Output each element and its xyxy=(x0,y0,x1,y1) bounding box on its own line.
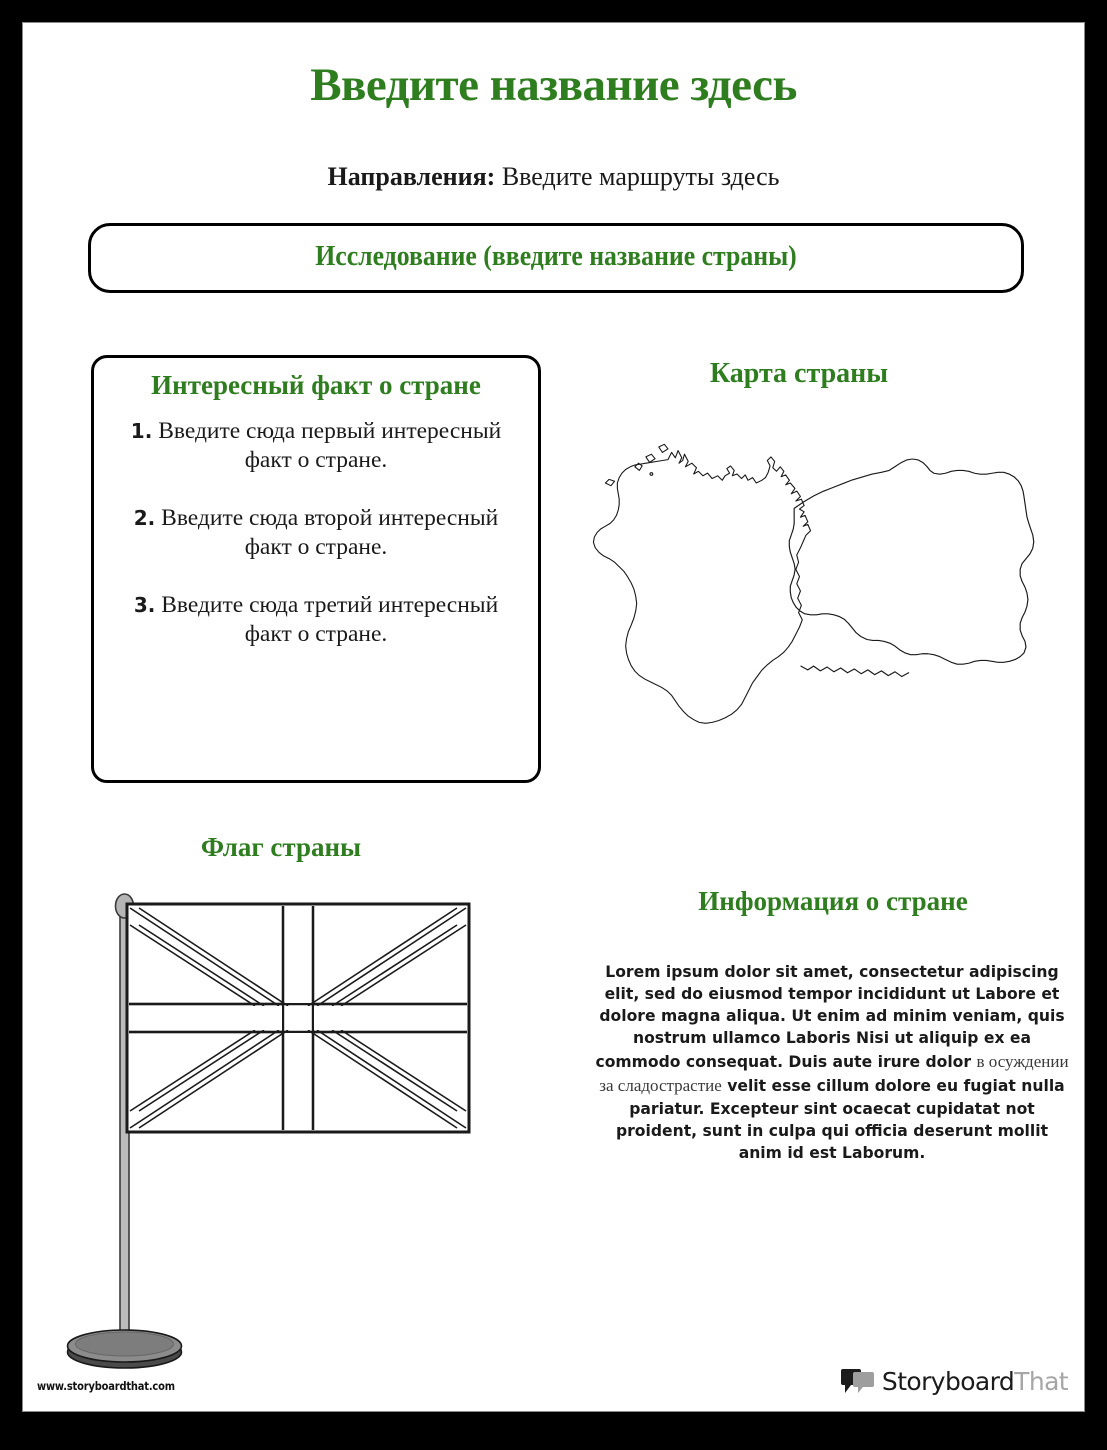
fact-item-2 xyxy=(112,504,520,563)
footer-brand[interactable] xyxy=(841,1367,1068,1395)
page-title: Введите название здесь xyxy=(310,59,797,111)
directions-line xyxy=(23,161,1084,192)
brand-name-light: That xyxy=(1014,1366,1068,1396)
info-section-body xyxy=(595,961,1069,1164)
fact-number-2: 2. xyxy=(133,505,156,530)
fact-text-2: Введите сюда второй интересный факт о стране. xyxy=(161,504,499,561)
info-body-russian: в осуждении за сладострастие xyxy=(599,1051,1069,1095)
research-box-text: Исследование (введите название страны) xyxy=(315,241,797,273)
directions-value: Введите маршруты здесь xyxy=(501,162,780,191)
poster-sheet xyxy=(22,22,1085,1412)
speech-bubbles-icon xyxy=(841,1367,875,1395)
footer-url[interactable]: www.storyboardthat.com xyxy=(37,1379,175,1393)
flag-section-heading: Флаг страны xyxy=(200,832,362,862)
fact-item-3 xyxy=(112,591,520,650)
country-map-icon xyxy=(579,413,1079,743)
info-body-part-2: velit esse cillum dolore eu fugiat nulla pariatur. Excepteur sint ocaecat cupidatat not proident, sunt in culpa qui officia deserunt mollit anim id est Laborum. xyxy=(615,1076,1065,1163)
directions-label: Направления: xyxy=(327,162,496,191)
fact-item-1 xyxy=(112,417,520,476)
fact-text-1: Введите сюда первый интересный факт о стране. xyxy=(158,418,502,474)
fact-number-1: 1. xyxy=(130,419,153,444)
country-flag-icon xyxy=(33,878,563,1378)
fact-text-3: Введите сюда третий интересный факт о стране. xyxy=(161,591,499,647)
fun-facts-heading: Интересный факт о стране xyxy=(151,370,481,400)
map-section-heading: Карта страны xyxy=(709,358,889,389)
info-section-heading: Информация о стране xyxy=(698,886,968,916)
brand-wordmark xyxy=(881,1366,1068,1396)
research-box[interactable] xyxy=(88,223,1024,293)
fact-number-3: 3. xyxy=(133,592,156,617)
info-body-part-1: Lorem ipsum dolor sit amet, consectetur adipiscing elit, sed do eiusmod tempor incididunt ut Labore et dolore magna aliqua. Ut enim ad minim veniam, quis nostrum ullamco Laboris Nisi ut aliquip ex ea commodo consequat. Duis aute irure dolor xyxy=(595,963,1065,1071)
fun-facts-box[interactable] xyxy=(91,355,541,783)
brand-name-dark: Storyboard xyxy=(881,1366,1015,1396)
